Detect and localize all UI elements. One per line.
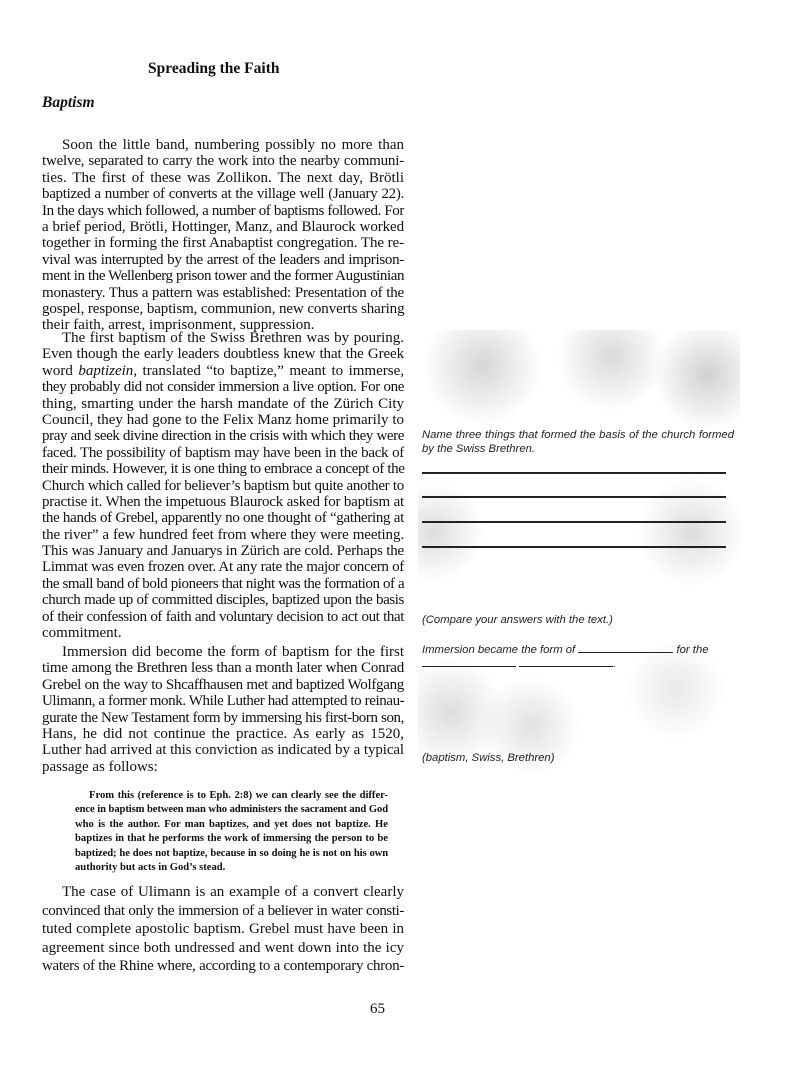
text-line: their faith, arrest, imprisonment, suppression. xyxy=(42,317,315,334)
text-line: Soon the little band, numbering possibly no more than xyxy=(62,137,404,153)
answer-line[interactable] xyxy=(422,521,726,523)
section-title: Baptism xyxy=(42,94,95,111)
text-line: Even though the early leaders doubtless knew that the Greek xyxy=(42,346,404,363)
text-line: waters of the Rhine where, according to a contemporary chron- xyxy=(42,958,404,974)
text-line: practise it. When the impetuous Blaurock asked for baptism at xyxy=(42,493,404,510)
study-sidebar xyxy=(418,330,740,780)
text-line: baptizes in that he performs the work of immersing the person to be xyxy=(75,833,388,845)
text-line: their minds. However, it is one thing to embrace a concept of the xyxy=(42,461,405,478)
text-line: of their confession of faith and voluntary decision to act out that xyxy=(42,608,404,625)
text-line: thing, smarting under the harsh mandate of the Zürich City xyxy=(42,395,404,412)
paragraph-3 xyxy=(42,644,404,775)
text-line: gospel, response, baptism, communion, new converts sharing xyxy=(42,300,405,317)
fill-blank[interactable] xyxy=(578,642,673,653)
text-line: commitment. xyxy=(42,625,122,642)
answer-line[interactable] xyxy=(422,496,726,498)
text-line: convinced that only the immersion of a believer in water consti- xyxy=(42,902,404,919)
text-line: Church which called for believer’s baptism but quite another to xyxy=(42,477,404,494)
answer-line[interactable] xyxy=(422,546,726,548)
text-line: ence in baptism between man who administers the sacrament and God xyxy=(75,804,388,816)
text-line: Hans, he did not continue the practice. As early as 1520, xyxy=(42,725,404,742)
text-line: baptized; he does not baptize, because in so doing he is not on his own xyxy=(75,847,388,859)
paragraph-1 xyxy=(42,137,404,334)
question-2-mid: for the xyxy=(676,644,709,656)
text-line: pray and seek divine direction in the crisis with which they were xyxy=(42,428,404,445)
text-line: church made up of committed disciples, baptized upon the basis xyxy=(42,592,404,609)
question-2 xyxy=(422,642,732,656)
text-line: a brief period, Brötli, Hottinger, Manz, and Blaurock worked xyxy=(42,218,404,235)
text-line: word baptizein, translated “to baptize,” meant to immerse, xyxy=(42,362,404,379)
text-line: Grebel on the way to Shcaffhausen met and baptized Wolfgang xyxy=(42,676,404,693)
text-line: authority but acts in God’s stead. xyxy=(75,861,226,873)
block-quote xyxy=(75,789,388,875)
text-line: agreement since both undressed and went down into the icy xyxy=(42,939,404,956)
text-line: Immersion did become the form of baptism for the first xyxy=(62,644,404,660)
running-head: Spreading the Faith xyxy=(148,60,280,77)
paragraph-4 xyxy=(42,883,404,976)
text-line: Council, they had gone to the Felix Manz home primarily to xyxy=(42,411,404,428)
text-line: ment in the Wellenberg prison tower and the former Augustinian xyxy=(42,268,405,285)
question-2-end: . xyxy=(613,658,617,670)
text-line: together in forming the first Anabaptist congregation. The re- xyxy=(42,235,404,252)
question-2-continued xyxy=(422,656,616,670)
text-line: Luther had arrived at this conviction as indicated by a typical xyxy=(42,742,404,759)
text-line: The first baptism of the Swiss Brethren was by pouring. xyxy=(62,330,404,346)
text-line: Ulimann, a former monk. While Luther had attempted to reinau- xyxy=(42,693,405,710)
answer-line[interactable] xyxy=(422,472,726,474)
text-line: gurate the New Testament form by immersing his first-born son, xyxy=(42,709,404,726)
question-2-start: Immersion became the form of xyxy=(422,644,576,656)
text-line: they probably did not consider immersion a live option. For one xyxy=(42,379,404,396)
text-line: the river” a few hundred feet from where they were meeting. xyxy=(42,526,404,543)
text-line: twelve, separated to carry the work into the nearby communi- xyxy=(42,153,404,170)
text-line: faced. The possibility of baptism may have been in the back of xyxy=(42,444,404,461)
text-line: vival was interrupted by the arrest of the leaders and imprison- xyxy=(42,251,404,268)
compare-note: (Compare your answers with the text.) xyxy=(422,614,613,626)
text-line: The case of Ulimann is an example of a convert clearly xyxy=(62,884,404,900)
text-line: the small band of bold pioneers that night was the formation of a xyxy=(42,575,405,592)
text-line: ties. The first of these was Zollikon. The next day, Brötli xyxy=(42,169,404,186)
text-line: time among the Brethren less than a month later when Conrad xyxy=(42,660,404,677)
text-line: baptized a number of converts at the village well (January 22). xyxy=(42,186,404,203)
fill-blank[interactable] xyxy=(422,656,516,667)
paragraph-2 xyxy=(42,330,404,641)
text-line: In the days which followed, a number of baptisms followed. For xyxy=(42,202,404,219)
text-line: This was January and Januarys in Zürich are cold. Perhaps the xyxy=(42,543,404,560)
fill-blank[interactable] xyxy=(519,656,613,667)
text-line: passage as follows: xyxy=(42,758,158,775)
question-1: Name three things that formed the basis of the church formed by the Swiss Brethren. xyxy=(422,429,734,455)
text-line: Limmat was even frozen over. At any rate the major concern of xyxy=(42,559,404,576)
page-number: 65 xyxy=(370,1001,385,1017)
text-line: who is the author. For man baptizes, and yet does not baptize. He xyxy=(75,818,388,830)
text-line: monastery. Thus a pattern was established: Presentation of the xyxy=(42,284,404,301)
text-line: the hands of Grebel, apparently no one thought of “gathering at xyxy=(42,510,404,527)
text-line: From this (reference is to Eph. 2:8) we can clearly see the differ- xyxy=(89,790,388,801)
text-line: tuted complete apostolic baptism. Grebel must have been in xyxy=(42,921,404,937)
answer-key: (baptism, Swiss, Brethren) xyxy=(422,752,555,764)
